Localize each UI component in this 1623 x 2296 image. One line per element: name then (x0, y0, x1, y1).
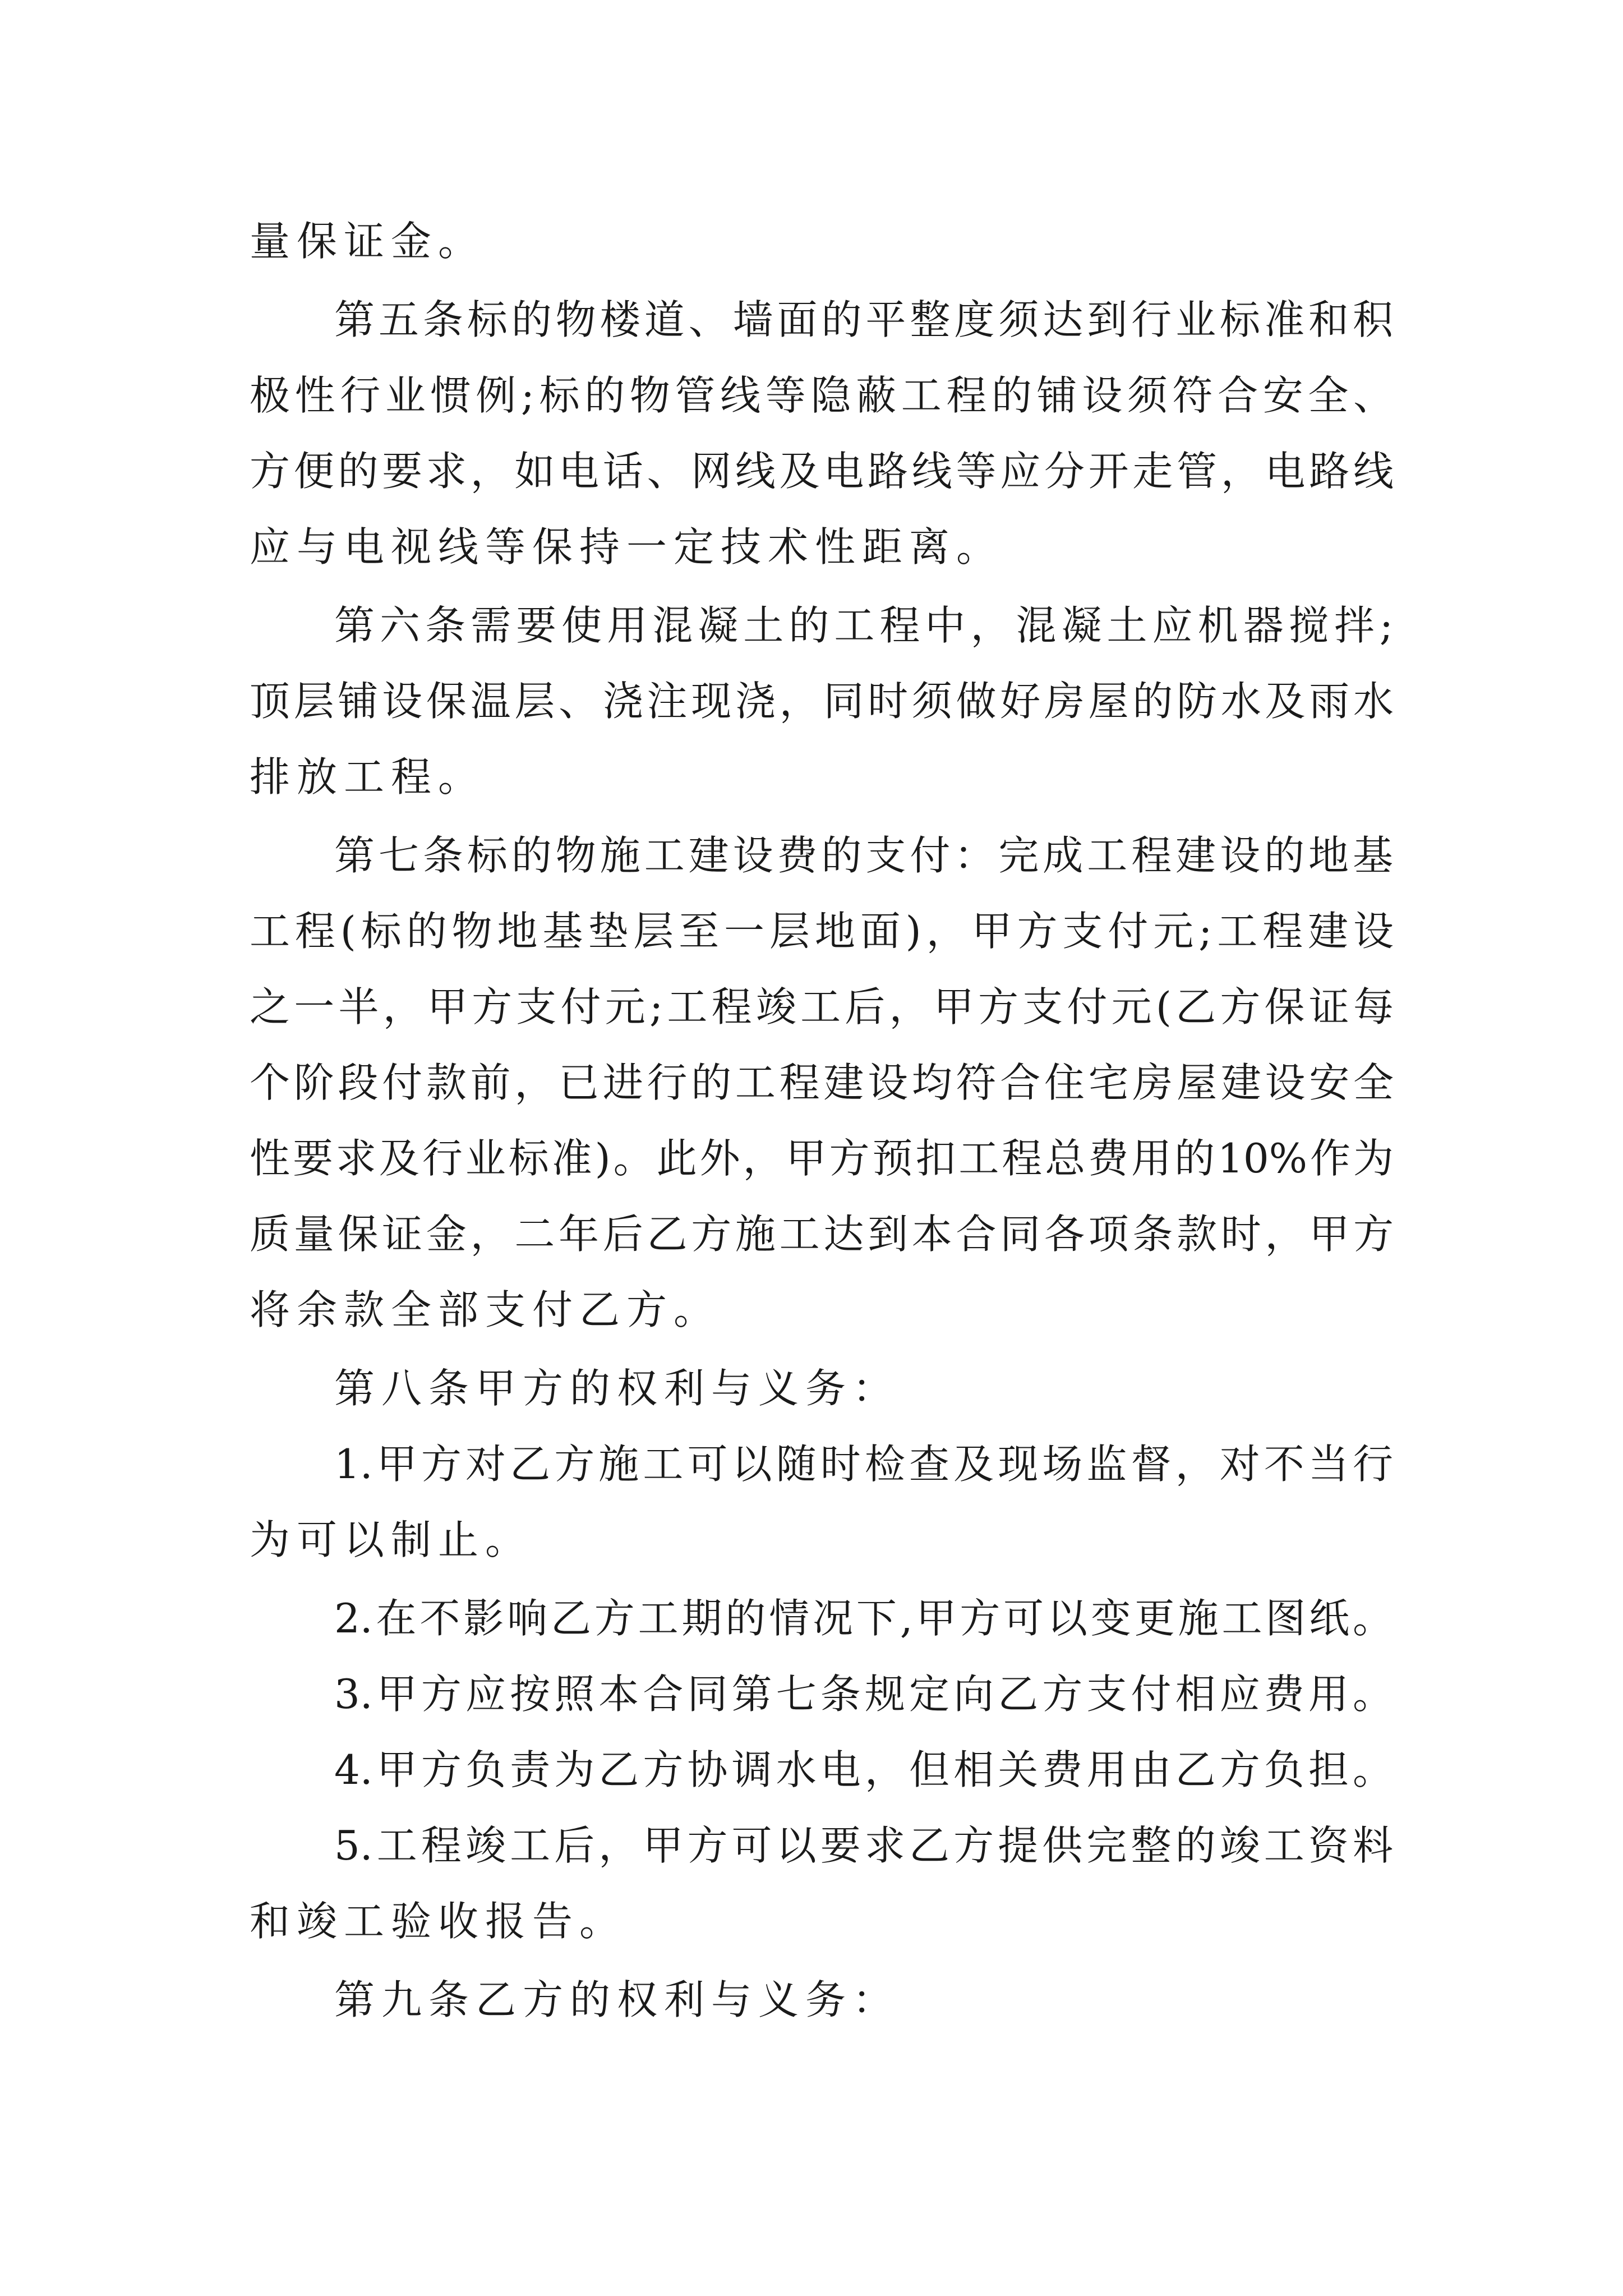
section-8-heading: 第八条甲方的权利与义务： (334, 1365, 900, 1412)
paragraph-7-line-7: 将余款全部支付乙方。 (250, 1286, 721, 1333)
text-line: 量保证金。 (250, 218, 486, 265)
item-8-3: 3.甲方应按照本合同第七条规定向乙方支付相应费用。 (334, 1671, 1393, 1718)
paragraph-5-line-3: 方便的要求，如电话、网线及电路线等应分开走管，电路线 (250, 448, 1394, 495)
paragraph-6-line-1: 第六条需要使用混凝土的工程中，混凝土应机器搅拌; (334, 602, 1393, 649)
paragraph-7-line-4: 个阶段付款前，已进行的工程建设均符合住宅房屋建设安全 (250, 1059, 1394, 1106)
item-8-4: 4.甲方负责为乙方协调水电，但相关费用由乙方负担。 (334, 1746, 1393, 1793)
item-8-1-line-1: 1.甲方对乙方施工可以随时检查及现场监督，对不当行 (334, 1441, 1393, 1488)
section-9-heading: 第九条乙方的权利与义务： (334, 1976, 900, 2023)
item-8-1-line-2: 为可以制止。 (250, 1516, 533, 1563)
item-8-5-line-1: 5.工程竣工后，甲方可以要求乙方提供完整的竣工资料 (334, 1822, 1393, 1869)
paragraph-6-line-2: 顶层铺设保温层、浇注现浇，同时须做好房屋的防水及雨水 (250, 678, 1394, 725)
paragraph-6-line-3: 排放工程。 (250, 753, 486, 800)
item-8-5-line-2: 和竣工验收报告。 (250, 1898, 627, 1945)
paragraph-5-line-2: 极性行业惯例;标的物管线等隐蔽工程的铺设须符合安全、 (250, 372, 1394, 419)
paragraph-7-line-5: 性要求及行业标准)。此外，甲方预扣工程总费用的10%作为 (250, 1135, 1394, 1182)
paragraph-7-line-2: 工程(标的物地基垫层至一层地面)，甲方支付元;工程建设 (250, 908, 1394, 955)
paragraph-7-line-1: 第七条标的物施工建设费的支付：完成工程建设的地基 (334, 832, 1393, 879)
paragraph-5-line-4: 应与电视线等保持一定技术性距离。 (250, 523, 1004, 570)
paragraph-5-line-1: 第五条标的物楼道、墙面的平整度须达到行业标准和积 (334, 296, 1393, 343)
paragraph-7-line-6: 质量保证金，二年后乙方施工达到本合同各项条款时，甲方 (250, 1211, 1394, 1258)
item-8-2: 2.在不影响乙方工期的情况下,甲方可以变更施工图纸。 (334, 1595, 1393, 1642)
paragraph-7-line-3: 之一半，甲方支付元;工程竣工后，甲方支付元(乙方保证每 (250, 983, 1394, 1030)
